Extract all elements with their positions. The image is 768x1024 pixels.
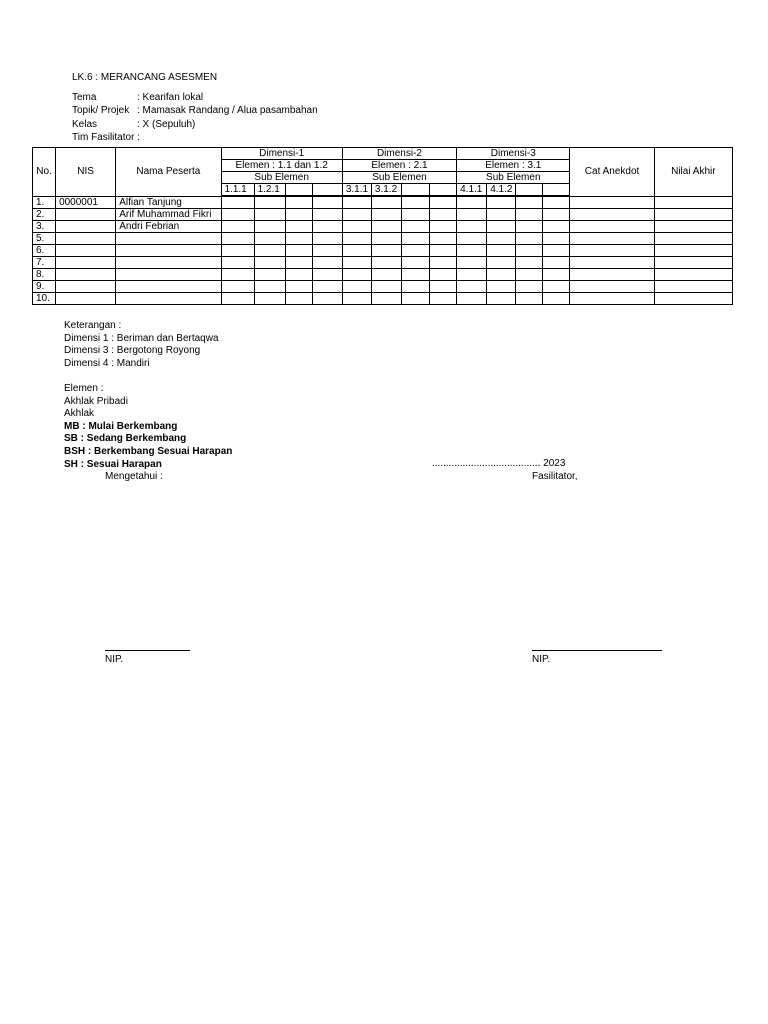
- empty-cell: [570, 233, 654, 245]
- table-row: [33, 196, 733, 209]
- spacer: [64, 370, 232, 383]
- header-dimensi-3: Dimensi-3: [457, 148, 570, 160]
- empty-cell: [285, 281, 312, 293]
- empty-cell: [254, 196, 285, 209]
- empty-cell: [487, 293, 516, 305]
- empty-cell: [570, 221, 654, 233]
- empty-cell: [221, 257, 254, 269]
- empty-cell: [285, 196, 312, 209]
- empty-cell: [543, 233, 570, 245]
- table-row: [33, 233, 733, 245]
- empty-cell: [654, 245, 732, 257]
- empty-cell: [516, 281, 543, 293]
- scale-line-mb: MB : Mulai Berkembang: [64, 420, 178, 432]
- row-nama: [116, 281, 221, 293]
- empty-cell: [285, 221, 312, 233]
- empty-cell: [543, 293, 570, 305]
- empty-cell: [312, 269, 342, 281]
- empty-cell: [371, 269, 401, 281]
- empty-cell: [371, 293, 401, 305]
- empty-cell: [430, 221, 457, 233]
- empty-cell: [430, 257, 457, 269]
- empty-cell: [371, 233, 401, 245]
- empty-cell: [285, 233, 312, 245]
- elemen-label: Elemen :: [64, 382, 104, 394]
- row-nis: [56, 257, 116, 269]
- empty-cell: [654, 269, 732, 281]
- header-cat-anekdot: Cat Anekdot: [570, 148, 654, 197]
- dimensi-line: Dimensi 4 : Mandiri: [64, 357, 150, 369]
- row-nis: [56, 209, 116, 221]
- row-nama: Andri Febrian: [116, 221, 221, 233]
- header-nama-peserta: Nama Peserta: [116, 148, 221, 197]
- empty-cell: [401, 281, 429, 293]
- empty-cell: [371, 257, 401, 269]
- empty-cell: [430, 196, 457, 209]
- row-no: 7.: [33, 257, 56, 269]
- empty-cell: [487, 281, 516, 293]
- empty-cell: [221, 233, 254, 245]
- empty-cell: [221, 196, 254, 209]
- empty-cell: [254, 257, 285, 269]
- header-sub-elemen-1: Sub Elemen: [221, 172, 342, 184]
- row-nis: [56, 221, 116, 233]
- header-sub-elemen-3: Sub Elemen: [457, 172, 570, 184]
- empty-cell: [570, 257, 654, 269]
- empty-cell: [457, 196, 487, 209]
- empty-cell: [254, 293, 285, 305]
- elemen-line: Akhlak Pribadi: [64, 395, 128, 407]
- empty-cell: [342, 293, 371, 305]
- table-row: [33, 221, 733, 233]
- empty-cell: [312, 196, 342, 209]
- row-nama: [116, 257, 221, 269]
- left-nip-label: NIP.: [105, 654, 124, 665]
- empty-cell: [342, 269, 371, 281]
- empty-cell: [570, 245, 654, 257]
- row-nama: Alfian Tanjung: [116, 196, 221, 209]
- empty-cell: [312, 257, 342, 269]
- row-no: 5.: [33, 233, 56, 245]
- empty-cell: [570, 209, 654, 221]
- empty-cell: [371, 196, 401, 209]
- empty-cell: [401, 209, 429, 221]
- table-body: [33, 196, 733, 305]
- row-nama: Arif Muhammad Fikri: [116, 209, 221, 221]
- empty-cell: [342, 245, 371, 257]
- elemen-line: Akhlak: [64, 408, 95, 420]
- empty-cell: [487, 257, 516, 269]
- empty-cell: [487, 269, 516, 281]
- row-nis: [56, 281, 116, 293]
- empty-cell: [570, 196, 654, 209]
- empty-cell: [221, 269, 254, 281]
- empty-cell: [401, 257, 429, 269]
- table-row: [33, 245, 733, 257]
- empty-cell: [221, 281, 254, 293]
- empty-cell: [543, 209, 570, 221]
- empty-cell: [516, 221, 543, 233]
- mengetahui-label: Mengetahui :: [105, 471, 163, 482]
- meta-value-tim: :: [137, 132, 140, 143]
- sub-code-cell: [312, 184, 342, 197]
- meta-value-kelas: : X (Sepuluh): [137, 119, 196, 130]
- right-signature-line: [532, 650, 662, 651]
- empty-cell: [457, 221, 487, 233]
- empty-cell: [312, 245, 342, 257]
- sub-code-cell: 4.1.2: [487, 184, 516, 197]
- empty-cell: [221, 245, 254, 257]
- empty-cell: [457, 257, 487, 269]
- empty-cell: [342, 281, 371, 293]
- dimensi-line: Dimensi 3 : Bergotong Royong: [64, 345, 201, 357]
- empty-cell: [342, 196, 371, 209]
- meta-label-tim: Tim Fasilitator: [72, 132, 135, 143]
- sub-code-cell: [285, 184, 312, 197]
- empty-cell: [457, 269, 487, 281]
- row-nama: [116, 293, 221, 305]
- meta-value-tema: : Kearifan lokal: [137, 92, 204, 103]
- header-sub-elemen-2: Sub Elemen: [342, 172, 456, 184]
- empty-cell: [487, 233, 516, 245]
- empty-cell: [430, 269, 457, 281]
- scale-line-sh: SH : Sesuai Harapan: [64, 458, 162, 470]
- table-header: [33, 148, 733, 197]
- row-nama: [116, 269, 221, 281]
- header-elemen-3: Elemen : 3.1: [457, 160, 570, 172]
- empty-cell: [516, 269, 543, 281]
- empty-cell: [312, 209, 342, 221]
- empty-cell: [543, 269, 570, 281]
- empty-cell: [401, 196, 429, 209]
- header-elemen-1: Elemen : 1.1 dan 1.2: [221, 160, 342, 172]
- row-no: 10.: [33, 293, 56, 305]
- document-title: LK.6 : MERANCANG ASESMEN: [72, 72, 218, 83]
- empty-cell: [543, 196, 570, 209]
- empty-cell: [254, 269, 285, 281]
- table-row: [33, 209, 733, 221]
- header-nilai-akhir: Nilai Akhir: [654, 148, 732, 197]
- empty-cell: [543, 281, 570, 293]
- row-nis: [56, 269, 116, 281]
- notes-block: [64, 320, 232, 471]
- empty-cell: [570, 293, 654, 305]
- empty-cell: [543, 221, 570, 233]
- empty-cell: [342, 257, 371, 269]
- assessment-table: [32, 147, 733, 305]
- header-dimensi-2: Dimensi-2: [342, 148, 456, 160]
- row-nis: [56, 233, 116, 245]
- sub-code-cell: 3.1.2: [371, 184, 401, 197]
- empty-cell: [401, 233, 429, 245]
- empty-cell: [254, 245, 285, 257]
- meta-value-topik: : Mamasak Randang / Alua pasambahan: [137, 105, 318, 116]
- row-no: 1.: [33, 196, 56, 209]
- empty-cell: [401, 293, 429, 305]
- sub-code-cell: [430, 184, 457, 197]
- row-nis: 0000001: [56, 196, 116, 209]
- empty-cell: [285, 257, 312, 269]
- sub-code-cell: [401, 184, 429, 197]
- empty-cell: [312, 221, 342, 233]
- empty-cell: [401, 269, 429, 281]
- sub-code-cell: 1.1.1: [221, 184, 254, 197]
- empty-cell: [516, 257, 543, 269]
- empty-cell: [487, 209, 516, 221]
- sub-code-cell: 4.1.1: [457, 184, 487, 197]
- signature-date: ....................................... 2023: [432, 458, 566, 469]
- empty-cell: [371, 221, 401, 233]
- empty-cell: [401, 245, 429, 257]
- empty-cell: [221, 209, 254, 221]
- empty-cell: [342, 233, 371, 245]
- empty-cell: [285, 245, 312, 257]
- header-elemen-2: Elemen : 2.1: [342, 160, 456, 172]
- empty-cell: [254, 221, 285, 233]
- empty-cell: [457, 209, 487, 221]
- scale-line-sb: SB : Sedang Berkembang: [64, 433, 187, 445]
- keterangan-label: Keterangan :: [64, 320, 122, 331]
- table-row: [33, 281, 733, 293]
- row-no: 9.: [33, 281, 56, 293]
- empty-cell: [516, 293, 543, 305]
- meta-label-kelas: Kelas: [72, 119, 98, 130]
- empty-cell: [254, 281, 285, 293]
- empty-cell: [430, 245, 457, 257]
- table-row: [33, 293, 733, 305]
- empty-cell: [342, 221, 371, 233]
- empty-cell: [516, 196, 543, 209]
- empty-cell: [516, 245, 543, 257]
- right-nip-label: NIP.: [532, 654, 551, 665]
- empty-cell: [371, 209, 401, 221]
- empty-cell: [312, 281, 342, 293]
- sub-code-cell: [516, 184, 543, 197]
- dimensi-line: Dimensi 1 : Beriman dan Bertaqwa: [64, 332, 219, 344]
- empty-cell: [654, 196, 732, 209]
- empty-cell: [312, 233, 342, 245]
- empty-cell: [516, 233, 543, 245]
- row-nis: [56, 245, 116, 257]
- header-nis: NIS: [56, 148, 116, 197]
- sub-code-cell: [543, 184, 570, 197]
- empty-cell: [285, 269, 312, 281]
- table-row: [33, 269, 733, 281]
- row-no: 8.: [33, 269, 56, 281]
- empty-cell: [654, 293, 732, 305]
- empty-cell: [342, 209, 371, 221]
- meta-label-topik: Topik/ Projek: [72, 105, 130, 116]
- empty-cell: [430, 293, 457, 305]
- empty-cell: [254, 233, 285, 245]
- row-no: 6.: [33, 245, 56, 257]
- scale-line-bsh: BSH : Berkembang Sesuai Harapan: [64, 445, 233, 457]
- empty-cell: [487, 221, 516, 233]
- empty-cell: [570, 281, 654, 293]
- sub-code-cell: 3.1.1: [342, 184, 371, 197]
- empty-cell: [543, 257, 570, 269]
- empty-cell: [430, 209, 457, 221]
- empty-cell: [401, 221, 429, 233]
- row-no: 3.: [33, 221, 56, 233]
- empty-cell: [430, 281, 457, 293]
- empty-cell: [457, 233, 487, 245]
- meta-label-tema: Tema: [72, 92, 97, 103]
- empty-cell: [285, 293, 312, 305]
- header-no: No.: [33, 148, 56, 197]
- empty-cell: [457, 281, 487, 293]
- empty-cell: [543, 245, 570, 257]
- header-dimensi-1: Dimensi-1: [221, 148, 342, 160]
- empty-cell: [312, 293, 342, 305]
- empty-cell: [570, 269, 654, 281]
- row-nama: [116, 245, 221, 257]
- empty-cell: [371, 281, 401, 293]
- empty-cell: [654, 257, 732, 269]
- empty-cell: [371, 245, 401, 257]
- row-nama: [116, 233, 221, 245]
- empty-cell: [254, 209, 285, 221]
- empty-cell: [487, 196, 516, 209]
- empty-cell: [457, 245, 487, 257]
- empty-cell: [487, 245, 516, 257]
- empty-cell: [654, 233, 732, 245]
- empty-cell: [430, 233, 457, 245]
- row-nis: [56, 293, 116, 305]
- left-signature-line: [105, 650, 190, 651]
- fasilitator-label: Fasilitator,: [532, 471, 578, 482]
- empty-cell: [516, 209, 543, 221]
- empty-cell: [285, 209, 312, 221]
- empty-cell: [221, 221, 254, 233]
- empty-cell: [221, 293, 254, 305]
- sub-code-cell: 1.2.1: [254, 184, 285, 197]
- empty-cell: [457, 293, 487, 305]
- empty-cell: [654, 221, 732, 233]
- table-row: [33, 257, 733, 269]
- empty-cell: [654, 281, 732, 293]
- row-no: 2.: [33, 209, 56, 221]
- empty-cell: [654, 209, 732, 221]
